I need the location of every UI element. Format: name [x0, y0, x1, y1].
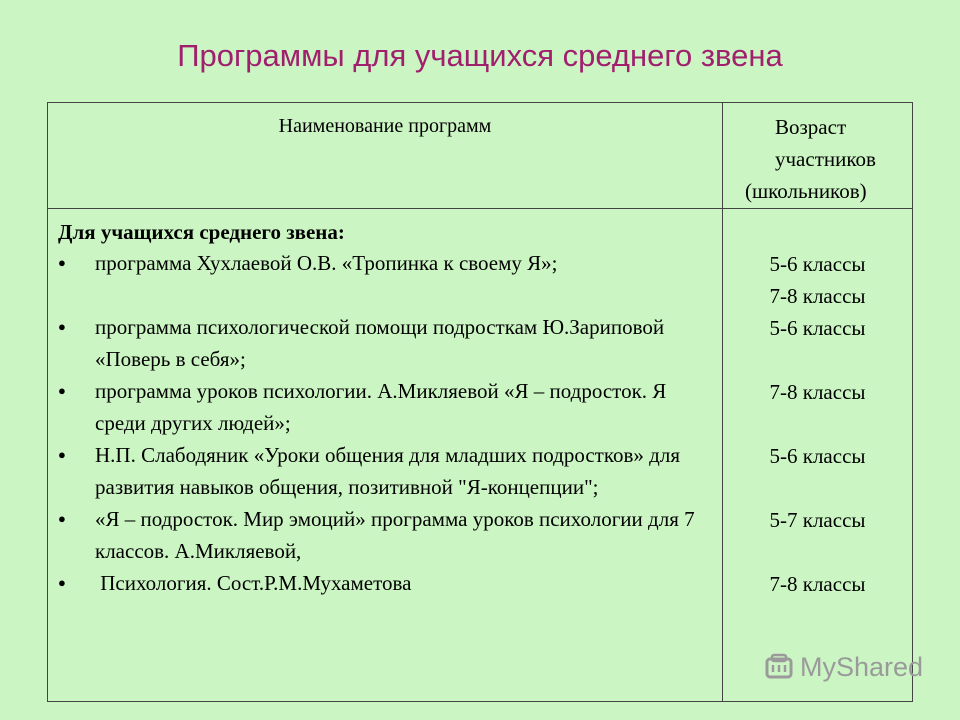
program-item — [58, 311, 715, 375]
age-value: 5-7 классы — [769, 508, 866, 532]
table-header-row — [48, 103, 913, 209]
program-text: программа Хухлаевой О.В. «Тропинка к своему Я»; — [95, 251, 558, 275]
table-body-row — [48, 209, 913, 702]
header-age-line-2: участников — [775, 147, 876, 171]
age-value: 7-8 классы — [769, 380, 866, 404]
program-item — [58, 247, 722, 279]
program-text: «Я – подросток. Мир эмоций» программа уроков психологии для 7 классов. А.Микляевой, — [95, 507, 695, 563]
header-name: Наименование программ — [278, 115, 492, 137]
programs-table — [47, 102, 913, 702]
age-value: 5-6 классы — [769, 316, 866, 340]
programs-list — [58, 247, 722, 599]
bullet-icon: ● — [58, 511, 66, 526]
header-age-line-3: (школьников) — [745, 179, 867, 203]
ages-list — [723, 248, 912, 600]
header-name-cell — [48, 103, 723, 209]
bullet-icon: ● — [58, 575, 66, 590]
age-value: 7-8 классы — [769, 284, 866, 308]
bullet-icon: ● — [58, 447, 66, 462]
age-value: 7-8 классы — [769, 572, 866, 596]
ages-cell — [723, 209, 913, 702]
watermark-logo — [764, 652, 923, 683]
watermark-text: MyShared — [800, 652, 924, 682]
bullet-icon: ● — [58, 383, 66, 398]
program-item — [58, 503, 695, 567]
program-text: Н.П. Слабодяник «Уроки общения для младших подростков» для развития навыков общения, позитивной "Я-концепции"; — [95, 443, 680, 499]
section-title: Для учащихся среднего звена: — [58, 220, 345, 244]
program-item — [58, 567, 722, 599]
program-text: программа уроков психологии. А.Микляевой «Я – подросток. Я среди других людей»; — [95, 379, 667, 435]
header-age-line-1: Возраст — [775, 115, 847, 139]
program-item — [58, 439, 715, 503]
program-text: программа психологической помощи подросткам Ю.Зариповой «Поверь в себя»; — [95, 315, 665, 371]
myshared-logo-icon — [764, 653, 794, 683]
programs-cell — [48, 209, 723, 702]
program-text: Психология. Сост.Р.М.Мухаметова — [95, 571, 412, 595]
header-age-cell — [723, 103, 913, 209]
bullet-icon: ● — [58, 255, 66, 270]
age-value: 5-6 классы — [769, 252, 866, 276]
page-title: Программы для учащихся среднего звена — [177, 38, 783, 73]
program-item — [58, 375, 715, 439]
age-value: 5-6 классы — [769, 444, 866, 468]
bullet-icon: ● — [58, 319, 66, 334]
